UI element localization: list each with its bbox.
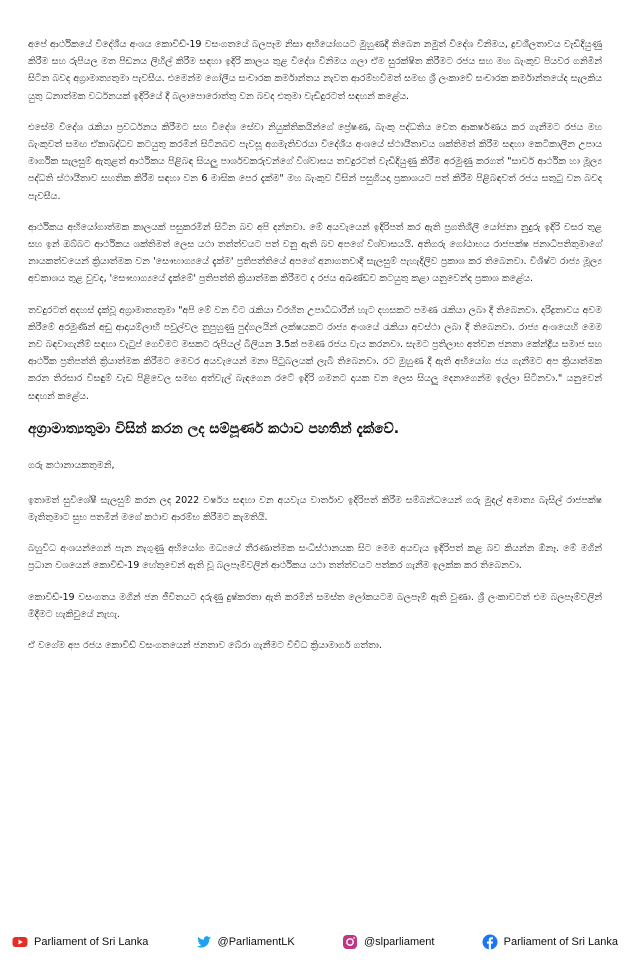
speech-paragraph: කොවිඩ්-19 වසංගතය මගින් ජන ජීවිතයට දරුණු දුෂ්කරතා ඇති කරමින් සමස්ත ලෝකයටම බලපෑම් ඇති වුණා. ශ්‍රී ලංකාවටත් එම බලපෑම්වලින් මිදීමට හැකිවුයේ නැහැ. bbox=[28, 591, 602, 620]
footer-label: Parliament of Sri Lanka bbox=[34, 936, 149, 948]
twitter-icon bbox=[196, 934, 212, 950]
youtube-icon bbox=[12, 934, 28, 950]
speech-paragraph: බහුවිධ අංශයන්ගෙන් පැන නැගුණු අභියෝග මධ්‍යයේ තීරණාත්මක සංධිස්ථානයක සිට මෙම අයවැය ඉදිරිපත් කළ බව කියන්න ඕනෑ. මේ මගින් ප්‍රධාන වශයෙන් කොවිඩ්-19 හේතුවෙන් ඇති වූ බලපෑම්වලින් ආර්ථිකය යථා තත්ත්වයට පත්කර ගැනීම ඉලක්ක කර තිබෙනවා. bbox=[28, 543, 602, 572]
paragraph: ආර්ථිකය අභියෝගාත්මක කාලයක් පසුකරමින් සිටින බව අපි දන්නවා. මේ අයවැයෙන් ඉදිරිපත් කර ඇති ප්‍රගතිශීලී යෝජනා නුදුරු ඉදිරි වසර තුළ සහ ඉන් ඔබ්බට ආර්ථිකය ශක්තිමත් ලෙස යථා තත්ත්වයට පත් වනු ඇති බව අපගේ විශ්වාසයයි. අතිගරු ගෝඨාභය රාජපක්ෂ ජනාධිපතිතුමාගේ නායකත්වයෙන් ක්‍රියාත්මක වන 'සෞභාග්‍යයේ දැක්ම' ප්‍රතිපත්තියේ අපගේ අනාගතවාදී සැලසුම් පැහැදිලිව ප්‍රකාශ කර තිබෙනවා. විශිෂ්ට රාජ්‍ය මූල්‍ය අවකාශය තුළ වුවද, 'සෞභාග්‍යයේ දැක්මේ' ප්‍රතිපත්ති ක්‍රියාත්මක කිරීමට ද රජය අඛණ්ඩව කටයුතු කළා යනුවෙන්ද ප්‍රකාශ කළේය. bbox=[28, 221, 602, 285]
salutation: ගරු කථානායකතුමනි, bbox=[28, 459, 115, 471]
speech-paragraph: ඉතාමත් සුවිශේෂී සැලසුම් කරන ලද 2022 වර්ෂය සඳහා වන අයවැය වාර්තාව ඉදිරිපත් කිරීම සම්බන්ධයෙන් ගරු මුදල් අමාත්‍ය බැසිල් රාජපක්ෂ මැතිතුමාට සුභ පතමින් මගේ කථාව ආරම්භ කිරීමට කැමතියි. bbox=[28, 494, 602, 524]
instagram-icon bbox=[342, 934, 358, 950]
footer-instagram[interactable] bbox=[342, 934, 434, 950]
paragraph: තවදුරටත් අදහස් දැක්වූ අග්‍රාමාත්‍යතුමා "අපි මේ වන විට රැකියා විරහිත උපාධිධාරීන් හැට දහසකට පමණ රැකියා ලබා දී තිබෙනවා. දරිද්‍රතාවය අවම කිරීමේ අරමුණින් අඩු ආදායම්ලාභී පවුල්වල නුපුහුණු පුද්ගලයින් ලක්ෂයකට රාජ්‍ය අංශයේ රැකියා අවස්ථා ලබා දී තිබෙනවා. රාජ්‍ය අංශයෙහි මෙම නව බඳවාගැනීම් සඳහා වැටුප් ගෙවීමට මසකට රුපියල් බිලියන 3.5ක් පමණ රජය වැය කරනවා. සැමට ප්‍රතිලාභ අත්වන ජනතා කේන්ද්‍රීය සමාජ සහ ආර්ථික ප්‍රතිපත්ති ක්‍රියාත්මක කිරීමට මෙවර අයවැයෙන් මනා පිටුබලයක් ලැබී තිබෙනවා. රට මුහුණ දී ඇති අභියෝග ජය ගැනීමට අප ක්‍රියාත්මක කරන තිරසාර විසඳුම් වැඩ පිළිවෙල සමඟ අත්වැල් බැඳගෙන රටේ ඉදිරි ගමනට දායක වන ලෙස සියලු දෙනාගෙන්ම ඉල්ලා සිටිනවා." යනුවෙන් සඳහන් කළේය. bbox=[28, 304, 602, 402]
footer-youtube[interactable] bbox=[12, 934, 148, 950]
speech-paragraph: ඒ වගේම අප රජය කොවිඩ් වසංගතයෙන් ජනතාව බේරා ගැනීමට විවිධ ක්‍රියාමාර්ග ගත්තා. bbox=[28, 640, 382, 652]
footer-facebook[interactable] bbox=[482, 934, 618, 950]
paragraph: එසේම විදේශ රැකියා ප්‍රවර්ධනය කිරීමට සහ විදේශ සේවා නියුක්තිකයින්ගේ ප්‍රේෂණ, බැංකු පද්ධතිය වෙත ආකර්ෂණය කර ගැනීමට රජය මහ බැංකුවත් සමඟ ඒකාබද්ධව කටයුතු කරමින් සිටිනබව පැවසූ අගමැතිවරයා විදේශීය අංශයේ ස්ථායීතාවය ශක්තිමත් කිරීම සඳහා කෙටිකාලීන උපාය මාර්ගික සැලසුම් ඇතුළත් ආර්ථිකය පිළිබඳ සියලු පාර්ශවකරුවන්ගේ විශ්වාසය තවදුරටත් වැඩිදියුණු කිරීම අරමුණු කරගත් "සාර්ව ආර්ථික හා මූල්‍ය පද්ධති ස්ථායීතාව සහතික කිරීම සඳහා වන 6 මාසික පෙර දැක්ම" මහ බැංකුව විසින් පසුගියදා ප්‍රකාශයට පත් කිරීම පිළිබඳවත් රජය සතුටු වන බවද පැවසීය. bbox=[28, 121, 602, 202]
speech-heading: අග්‍රාමාත්‍යතුමා විසින් කරන ලද සම්පූර්ණ කථාව පහතින් දැක්වේ. bbox=[28, 420, 400, 437]
paragraph: අපේ ආර්ථිකයේ විදේශීය අංශය කොවිඩ්-19 වසංගතයේ බලපෑම නිසා අභියෝගයට මුහුණදී තිබෙන නමුත් විදේශ විනිමය, ද්‍රවශීලතාවය වැඩිදියුණු කිරීම සහ රුපියල මත පිඩනය ලිහිල් කිරීම සඳහා ඉදිරි කාලය තුළ විදේශ විනිමය ගලා ඒම සුරක්ෂිත කිරීමට රජය සහ මහ බැංකුව පියවර ගනිමින් සිටින බවද අග්‍රාමාත්‍යතුමා පැවසීය. එමෙන්ම ගෝලීය සංචාරක කර්මාන්තය නැවත ආරම්භවීමත් සමඟ ශ්‍රී ලංකාවේ සංචාරක කර්මාන්තයේද සැලකිය යුතු ධනාත්මක වර්ධනයක් ඉදිරියේ දී බලාපොරොත්තු වන බවද එතුමා වැඩිදුරටත් සඳහන් කළේය. bbox=[28, 39, 602, 102]
facebook-icon bbox=[482, 934, 498, 950]
social-footer bbox=[0, 930, 630, 954]
document-body bbox=[28, 36, 602, 668]
footer-twitter[interactable] bbox=[196, 934, 295, 950]
footer-label: Parliament of Sri Lanka bbox=[503, 936, 618, 948]
footer-label: @ParliamentLK bbox=[217, 936, 295, 948]
footer-label: @slparliament bbox=[363, 936, 435, 948]
